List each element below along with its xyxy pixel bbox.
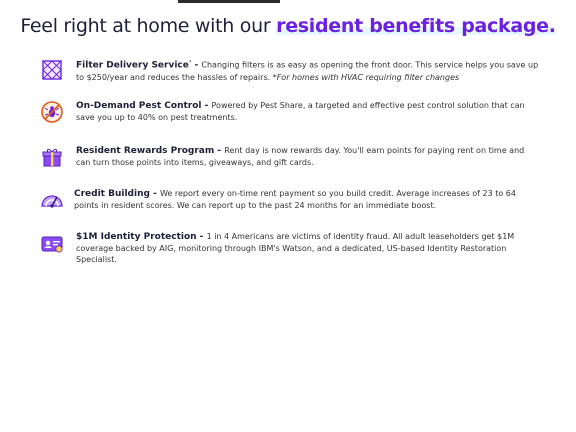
benefit-title: Filter Delivery Service [76,60,189,71]
benefit-text [76,58,540,83]
benefit-footnote: *For homes with HVAC requiring filter changes [272,72,460,82]
benefit-description: Powered by Pest Share, a targeted and effective pest control solution that can save you up to 40% on pest treatments. [76,101,525,122]
id-card-icon [40,231,64,255]
benefit-description: We report every on-time rent payment so you build credit. Average increases of 23 to 64 points in resident scores. We can report up to the past 24 months for an immediate boost. [74,189,516,210]
title-separator: - [149,189,160,199]
title-separator: - [196,232,207,242]
benefit-title: $1M Identity Protection [76,232,197,242]
gauge-icon [40,188,64,212]
title-separator: - [201,101,212,111]
benefit-description: Changing filters is as easy as opening the front door. This service helps you save up to $250/year and reduces the hassles of repairs. [76,60,539,82]
title-separator: - [214,146,225,156]
benefit-description: Rent day is now rewards day. You'll earn points for paying rent on time and can turn those points into items, giveaways, and gift cards. [76,146,525,167]
headline-prefix: Feel right at home with our [20,15,271,37]
title-asterisk: * [188,60,192,66]
pest-icon [40,100,64,124]
top-accent-bar [178,0,280,3]
benefit-description: 1 in 4 Americans are victims of identity fraud. All adult leaseholders get $1M coverage backed by AIG, monitoring through IBM's Watson, and a dedicated, US-based Identity Restoration Specialist. [76,232,515,264]
benefit-title: On-Demand Pest Control [76,101,202,111]
filter-icon [40,58,64,82]
benefit-title: Resident Rewards Program [76,146,215,156]
benefit-text [76,145,540,168]
benefit-text [74,188,538,211]
gift-icon [40,145,64,169]
benefit-text [76,100,540,123]
title-separator: - [191,60,202,71]
benefit-title: Credit Building [74,189,150,199]
benefit-text [76,231,540,265]
page-headline [0,15,576,37]
headline-highlight: resident benefits package. [276,15,556,37]
